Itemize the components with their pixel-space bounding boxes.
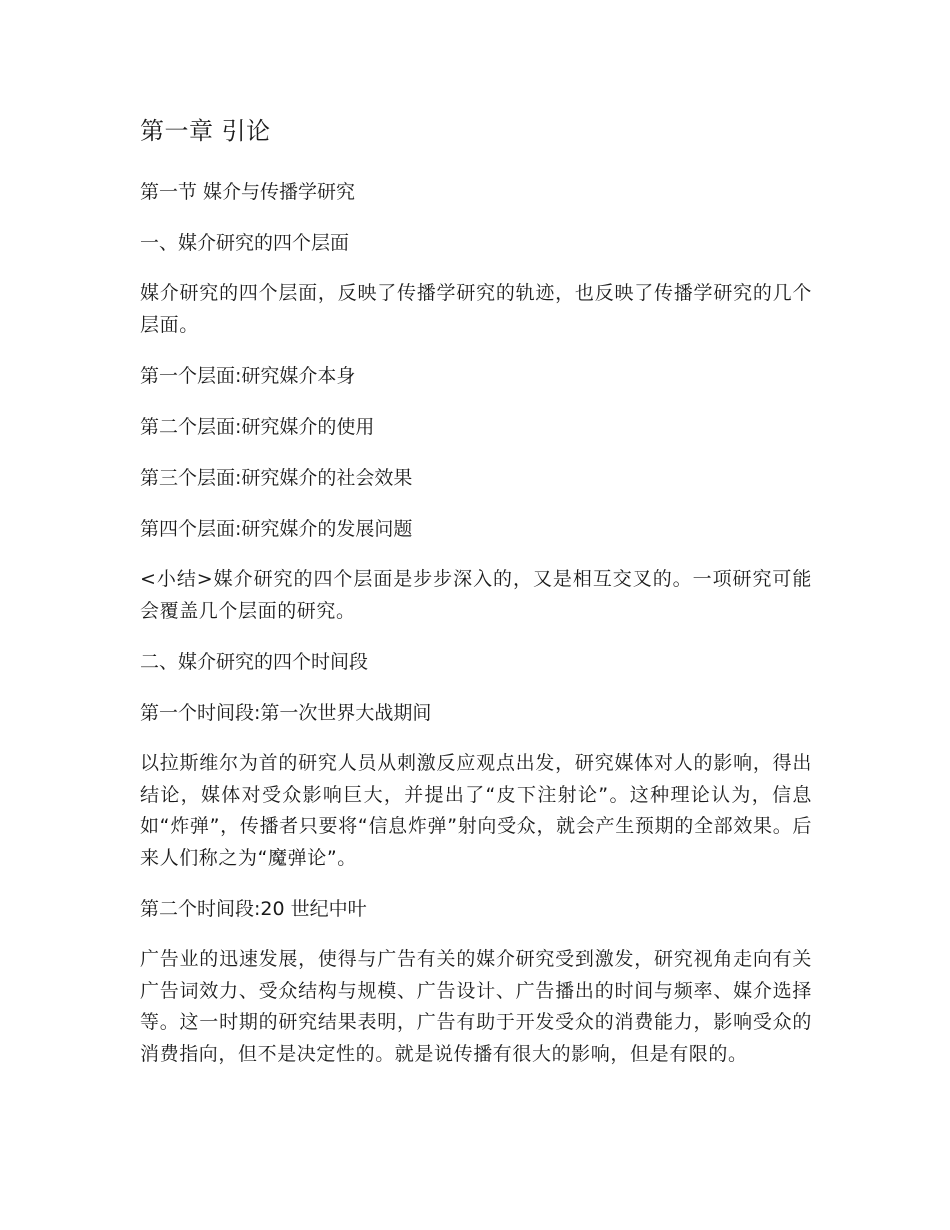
intro-paragraph: 媒介研究的四个层面，反映了传播学研究的轨迹，也反映了传播学研究的几个层面。 bbox=[140, 282, 812, 336]
period-2-title: 第二个时间段:20 世纪中叶 bbox=[140, 898, 367, 920]
level-item: 第二个层面:研究媒介的使用 bbox=[140, 416, 375, 438]
document-body bbox=[140, 113, 812, 1089]
heading-four-levels: 一、媒介研究的四个层面 bbox=[140, 232, 350, 254]
heading-four-periods: 二、媒介研究的四个时间段 bbox=[140, 651, 369, 673]
period-2-paragraph: 广告业的迅速发展，使得与广告有关的媒介研究受到激发，研究视角走向有关广告词效力、受众结构与规模、广告设计、广告播出的时间与频率、媒介选择等。这一时期的研究结果表明，广告有助于开发受众的消费能力，影响受众的消费指向，但不是决定性的。就是说传播有很大的影响，但是有限的。 bbox=[140, 948, 812, 1065]
level-item: 第四个层面:研究媒介的发展问题 bbox=[140, 518, 413, 540]
level-item: 第三个层面:研究媒介的社会效果 bbox=[140, 467, 413, 489]
period-1-paragraph: 以拉斯维尔为首的研究人员从刺激反应观点出发，研究媒体对人的影响，得出结论，媒体对受众影响巨大，并提出了“皮下注射论”。这种理论认为，信息如“炸弹”，传播者只要将“信息炸弹”射向受众，就会产生预期的全部效果。后来人们称之为“魔弹论”。 bbox=[140, 752, 812, 869]
chapter-title: 第一章 引论 bbox=[140, 117, 271, 145]
period-1-title: 第一个时间段:第一次世界大战期间 bbox=[140, 702, 432, 724]
summary-paragraph: <小结>媒介研究的四个层面是步步深入的，又是相互交叉的。一项研究可能会覆盖几个层面的研究。 bbox=[140, 568, 812, 622]
section-title: 第一节 媒介与传播学研究 bbox=[140, 181, 356, 203]
level-item: 第一个层面:研究媒介本身 bbox=[140, 365, 356, 387]
